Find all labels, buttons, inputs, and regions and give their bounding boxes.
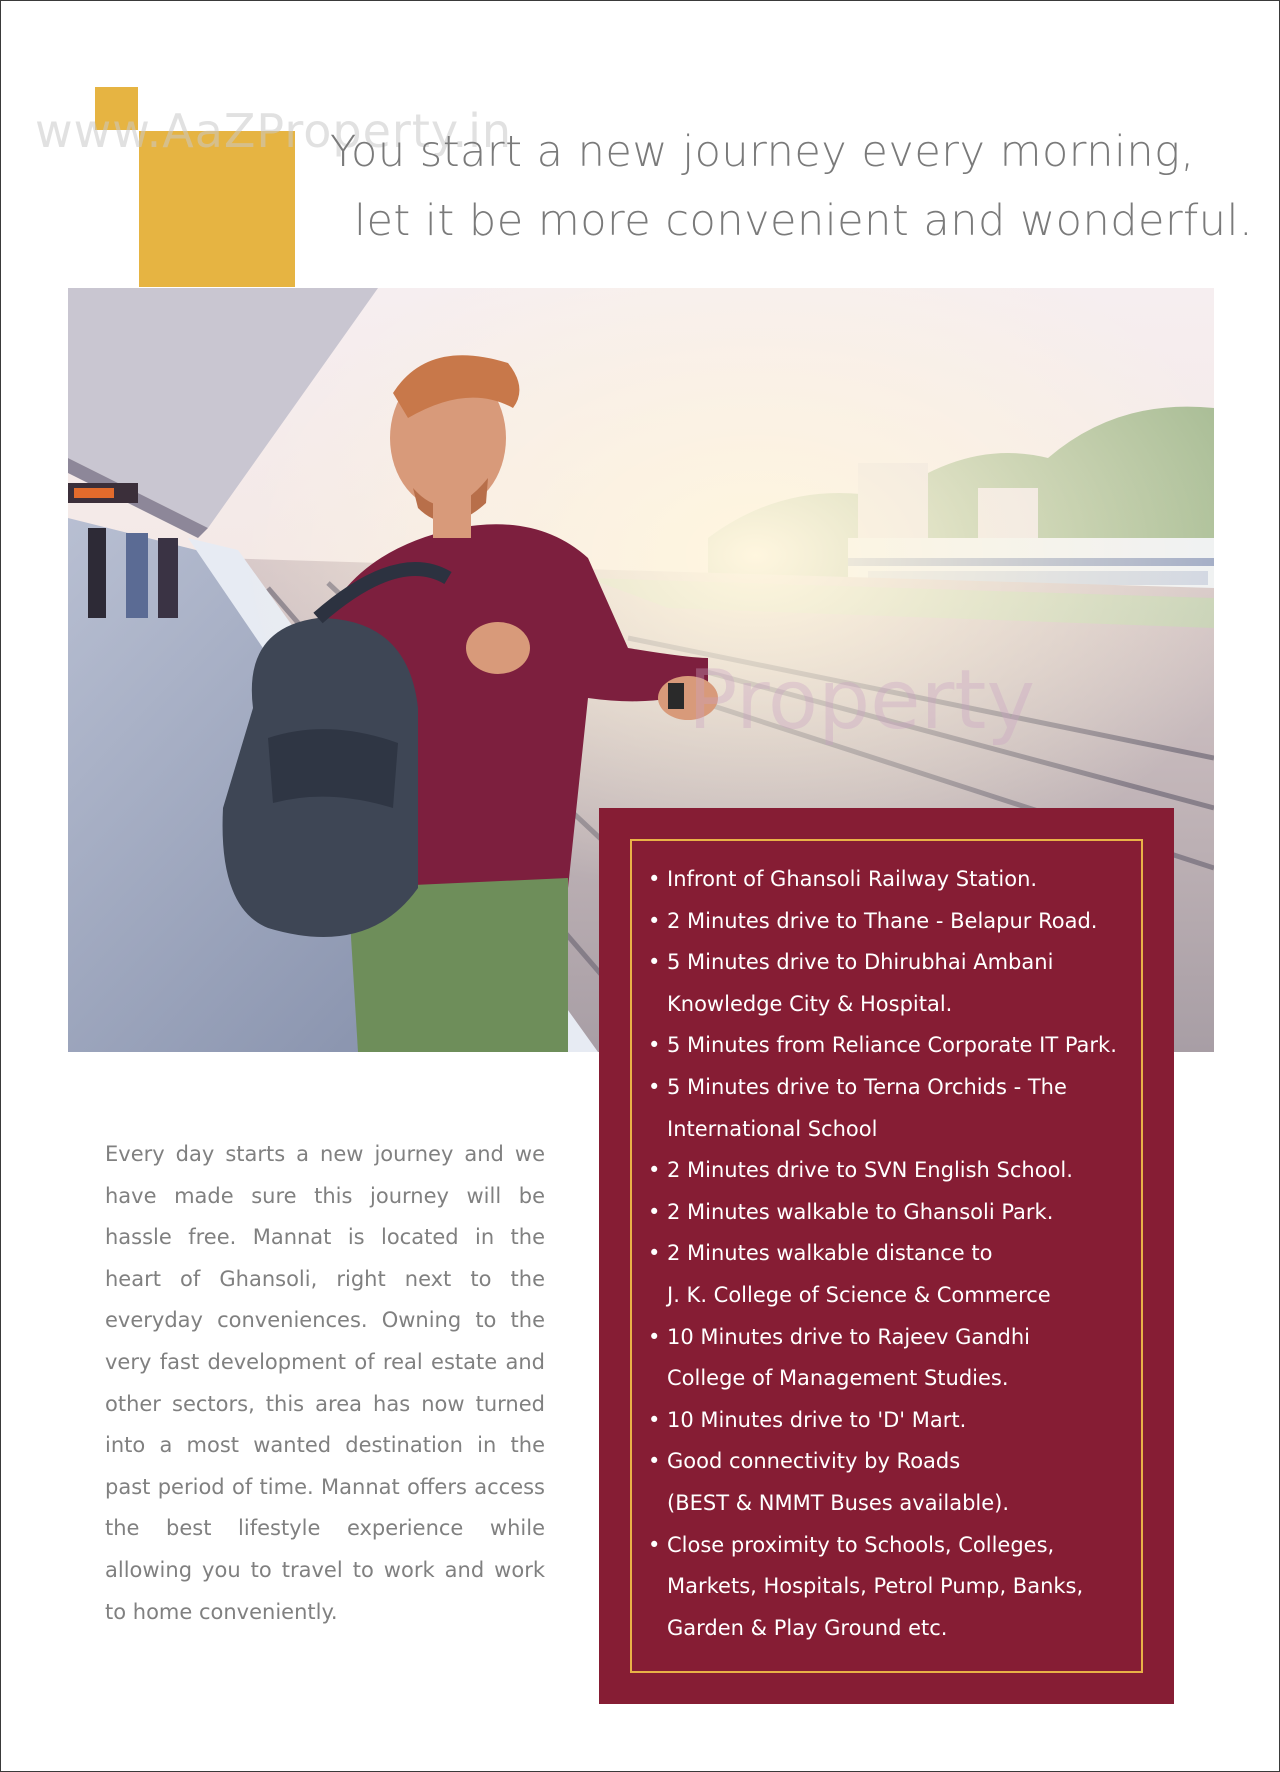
list-item: • 10 Minutes drive to Rajeev Gandhi College of Management Studies. [648, 1317, 1131, 1400]
headline-line-2: let it be more convenient and wonderful. [354, 196, 1254, 246]
highlights-list [648, 859, 1131, 1649]
list-item: • 2 Minutes drive to Thane - Belapur Road. [648, 901, 1131, 943]
highlights-border [630, 839, 1143, 1673]
highlights-panel [599, 808, 1174, 1704]
intro-paragraph: Every day starts a new journey and we have made sure this journey will be hassle free. Mannat is located in the heart of Ghansoli, right next to the everyday conveniences. Owning to the very fast development of real estate and other sectors, this area has now turned into a most wanted destination in the past period of time. Mannat offers access the best lifestyle experience while allowing you to travel to work and work to home conveniently. [105, 1142, 545, 1624]
list-item: • Good connectivity by Roads (BEST & NMMT Buses available). [648, 1441, 1131, 1524]
list-item: • Close proximity to Schools, Colleges, Markets, Hospitals, Petrol Pump, Banks, Garden & Play Ground etc. [648, 1525, 1131, 1650]
list-item: • 5 Minutes drive to Dhirubhai Ambani Knowledge City & Hospital. [648, 942, 1131, 1025]
list-item: • 2 Minutes drive to SVN English School. [648, 1150, 1131, 1192]
list-item: • 2 Minutes walkable to Ghansoli Park. [648, 1192, 1131, 1234]
list-item: • 2 Minutes walkable distance to J. K. College of Science & Commerce [648, 1233, 1131, 1316]
site-watermark: www.AaZProperty.in [35, 104, 513, 158]
list-item: • Infront of Ghansoli Railway Station. [648, 859, 1131, 901]
photo-watermark: Property [688, 653, 1035, 748]
list-item: • 5 Minutes from Reliance Corporate IT Park. [648, 1025, 1131, 1067]
list-item: • 5 Minutes drive to Terna Orchids - The International School [648, 1067, 1131, 1150]
headline [330, 118, 1260, 256]
headline-line-1: You start a new journey every morning, [330, 127, 1195, 177]
list-item: • 10 Minutes drive to 'D' Mart. [648, 1400, 1131, 1442]
